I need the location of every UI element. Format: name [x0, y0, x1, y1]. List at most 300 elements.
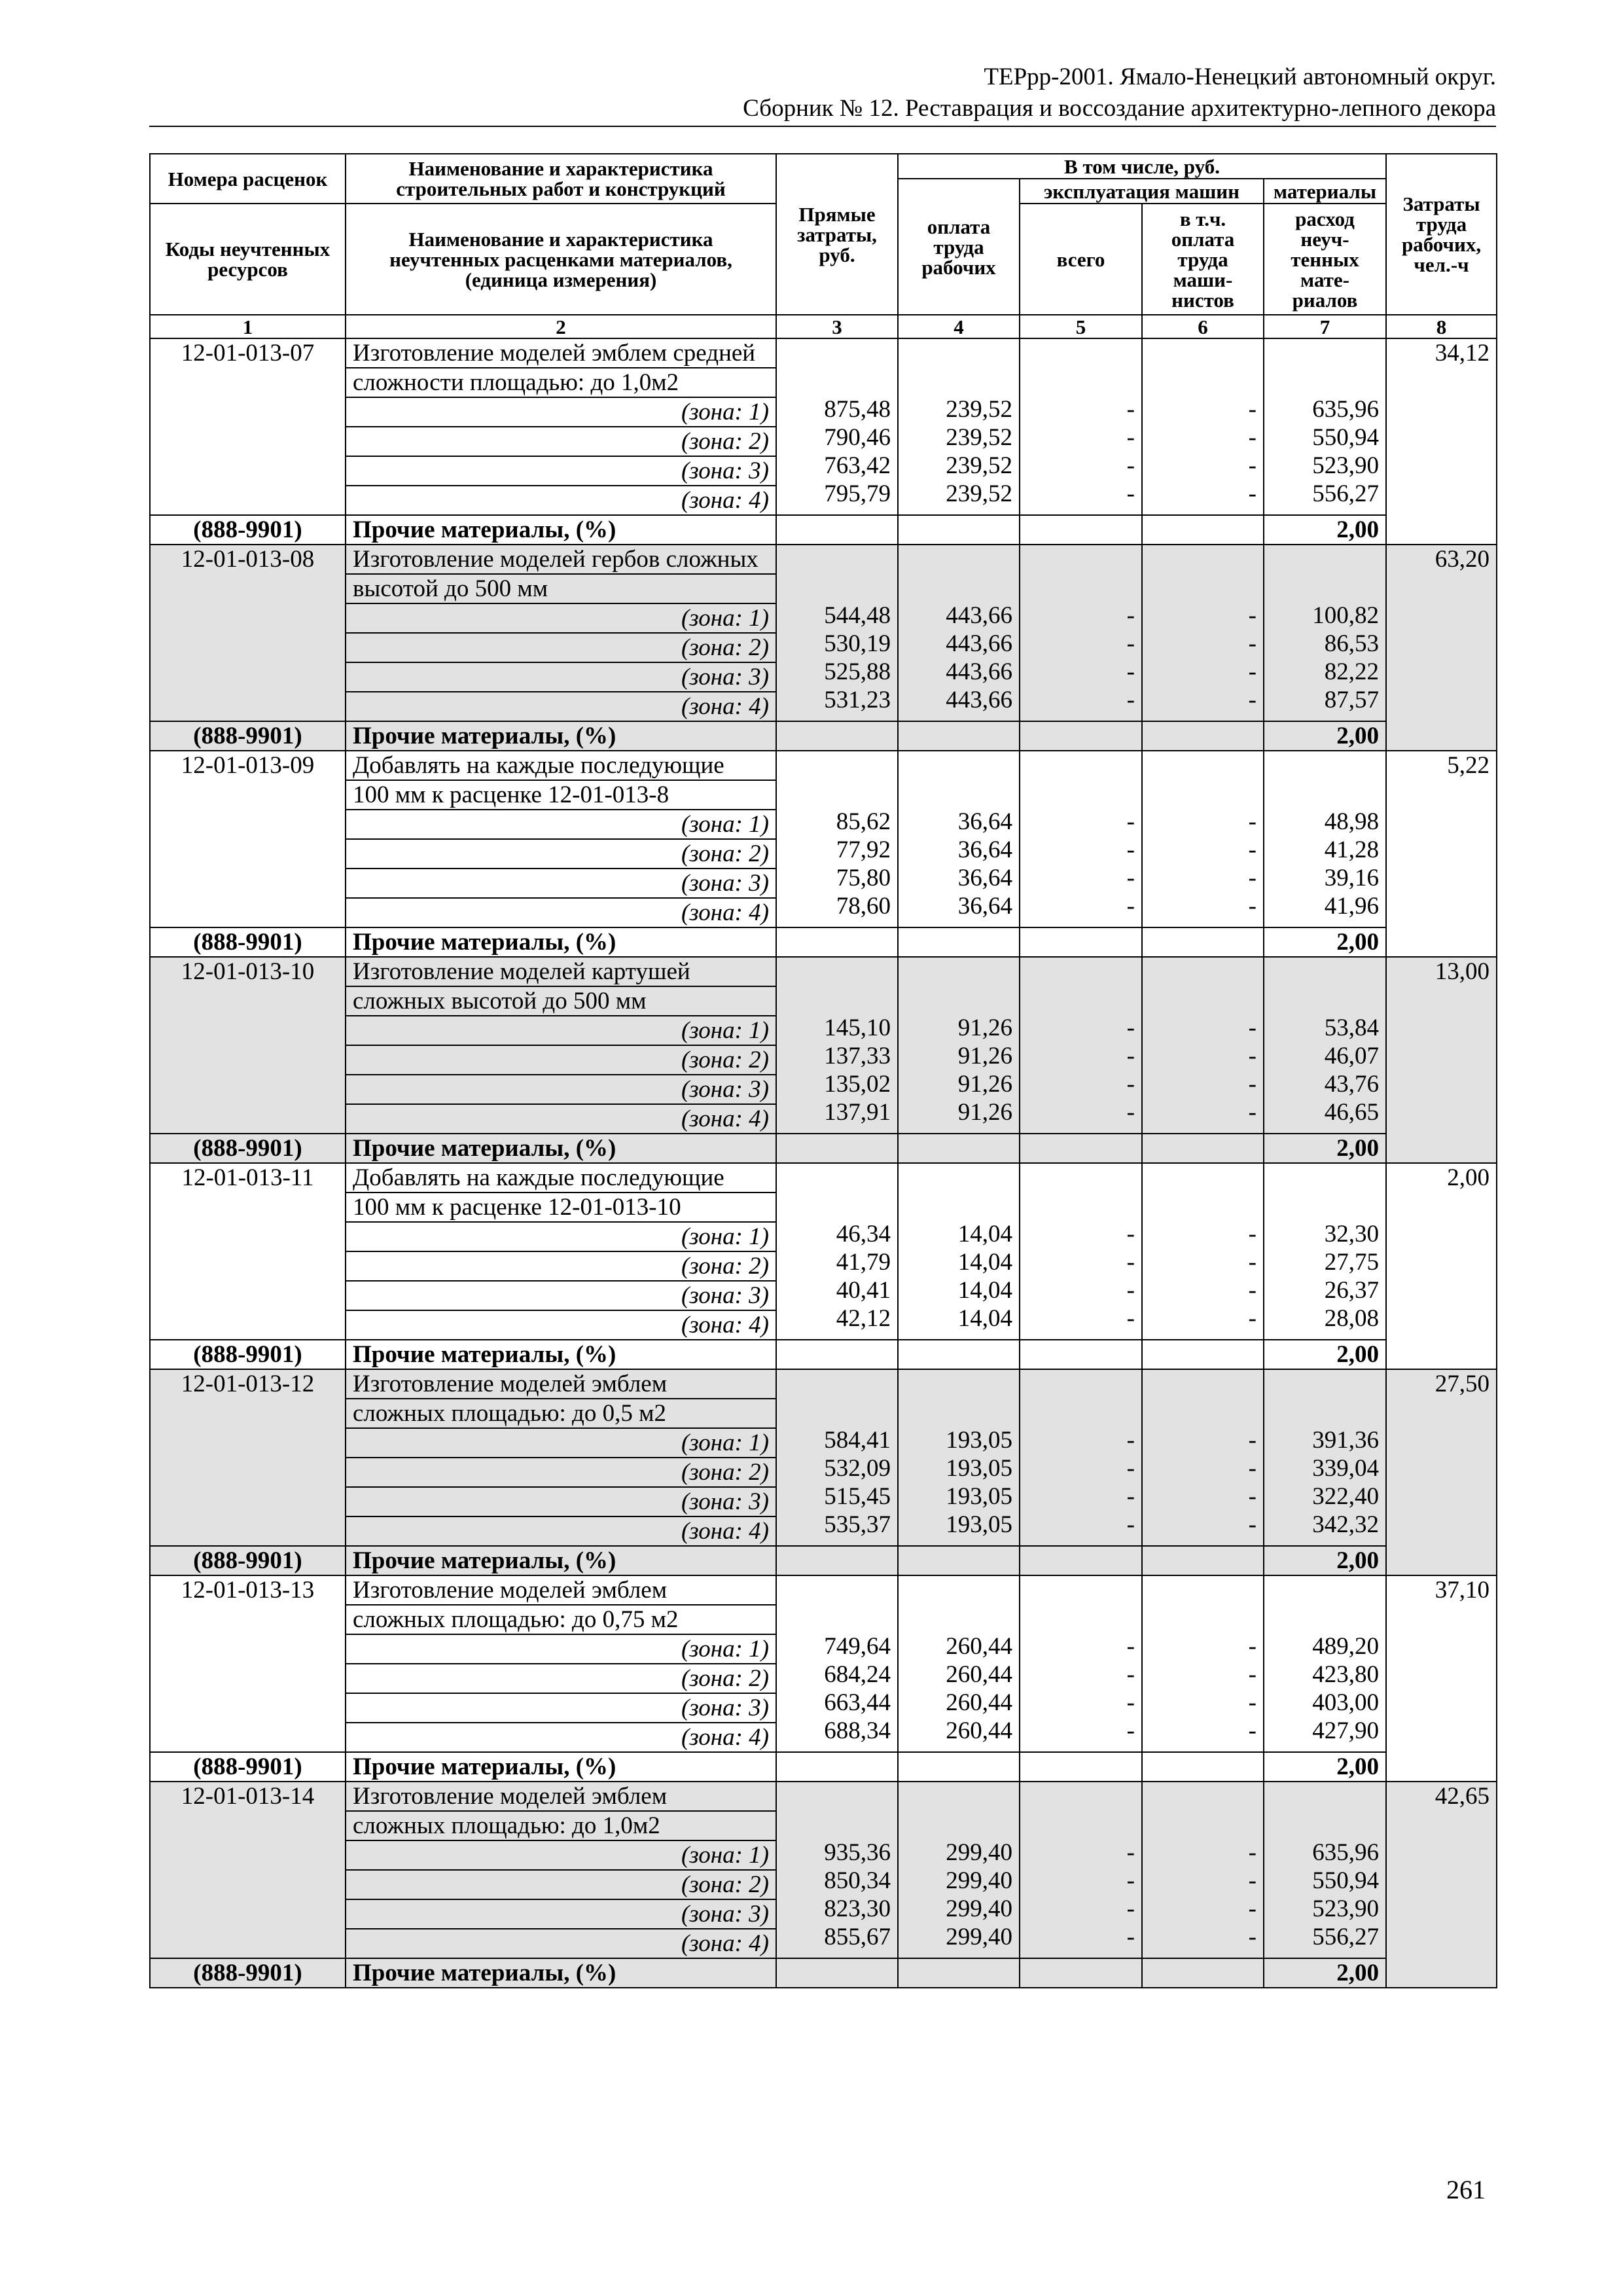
zone-label: (зона: 4)	[346, 486, 776, 515]
resource-row	[150, 1752, 1497, 1782]
zone-value: 935,36	[824, 1839, 891, 1866]
empty-cell	[898, 1958, 1020, 1988]
zone-value: 36,64	[957, 836, 1012, 863]
rate-entry	[150, 338, 1497, 545]
rate-name: Изготовление моделей гербов сложных	[346, 545, 776, 574]
zone-value: 260,44	[946, 1689, 1012, 1716]
resource-value: 2,00	[1264, 1752, 1386, 1782]
machines-header: эксплуатация машин	[1020, 179, 1264, 204]
zone-value: -	[1248, 1014, 1257, 1041]
zone-value: 531,23	[824, 687, 891, 713]
zone-value: 28,08	[1324, 1305, 1380, 1332]
zone-value: 87,57	[1324, 687, 1380, 713]
table-row	[150, 545, 1497, 574]
rate-entry	[150, 1575, 1497, 1782]
zone-value: -	[1126, 1483, 1135, 1510]
header-title-line2: Сборник № 12. Реставрация и воссоздание архитектурно-лепного декора	[743, 95, 1496, 122]
zone-value: -	[1126, 1717, 1135, 1744]
zone-value: 663,44	[824, 1689, 891, 1716]
zone-value: -	[1126, 1305, 1135, 1332]
zone-label: (зона: 4)	[346, 1723, 776, 1752]
zone-values-wages	[898, 1575, 1020, 1752]
zone-value: -	[1248, 1924, 1257, 1950]
empty-cell	[1020, 1134, 1142, 1163]
zone-label: (зона: 3)	[346, 1899, 776, 1929]
zone-label: (зона: 3)	[346, 456, 776, 486]
rate-name: сложных площадью: до 0,75 м2	[346, 1605, 776, 1634]
zone-value: 36,64	[957, 865, 1012, 891]
table-row	[150, 751, 1497, 780]
zone-label: (зона: 2)	[346, 1664, 776, 1693]
rate-code: 12-01-013-12	[150, 1369, 346, 1546]
zone-value: 91,26	[957, 1014, 1012, 1041]
zone-value: 14,04	[957, 1305, 1012, 1332]
zone-values-wages	[898, 1369, 1020, 1546]
resource-code: (888-9901)	[150, 927, 346, 957]
empty-cell	[1020, 927, 1142, 957]
zone-label: (зона: 1)	[346, 603, 776, 633]
zone-label: (зона: 3)	[346, 1487, 776, 1516]
zone-values-wages	[898, 338, 1020, 515]
empty-cell	[1142, 927, 1264, 957]
zone-label: (зона: 1)	[346, 1428, 776, 1458]
zone-label: (зона: 1)	[346, 1840, 776, 1870]
zone-value: 260,44	[946, 1633, 1012, 1660]
zone-value: 193,05	[946, 1455, 1012, 1482]
zone-values-mat	[1264, 957, 1386, 1134]
labor-cost: 13,00	[1386, 957, 1497, 1163]
zone-label: (зона: 3)	[346, 869, 776, 898]
zone-value: 584,41	[824, 1427, 891, 1454]
zone-value: -	[1248, 1043, 1257, 1069]
empty-cell	[1020, 1958, 1142, 1988]
zone-value: 635,96	[1312, 1839, 1380, 1866]
empty-cell	[776, 721, 898, 751]
rate-name: сложных площадью: до 1,0м2	[346, 1811, 776, 1840]
rate-name: Изготовление моделей эмблем средней	[346, 338, 776, 368]
zone-label: (зона: 1)	[346, 397, 776, 427]
zone-value: 137,33	[824, 1043, 891, 1069]
zone-value: -	[1126, 658, 1135, 685]
resource-code: (888-9901)	[150, 1752, 346, 1782]
zone-values-mach_wages	[1142, 1575, 1264, 1752]
zone-value: -	[1126, 1277, 1135, 1304]
resource-value: 2,00	[1264, 1340, 1386, 1369]
resource-name: Прочие материалы, (%)	[346, 927, 776, 957]
zone-label: (зона: 2)	[346, 839, 776, 869]
empty-cell	[776, 1958, 898, 1988]
resource-value: 2,00	[1264, 1134, 1386, 1163]
zone-value: -	[1248, 1661, 1257, 1688]
col-number: 8	[1386, 315, 1497, 338]
zone-value: -	[1248, 893, 1257, 920]
rate-name: Изготовление моделей эмблем	[346, 1369, 776, 1399]
zone-value: -	[1126, 1867, 1135, 1894]
zone-value: -	[1126, 1895, 1135, 1922]
zone-values-mat	[1264, 1163, 1386, 1340]
zone-value: -	[1248, 658, 1257, 685]
resource-row	[150, 927, 1497, 957]
zone-value: -	[1126, 1924, 1135, 1950]
zone-value: 850,34	[824, 1867, 891, 1894]
rate-code: 12-01-013-14	[150, 1782, 346, 1958]
zone-values-direct	[776, 1782, 898, 1958]
zone-value: -	[1248, 1249, 1257, 1276]
empty-cell	[898, 1340, 1020, 1369]
empty-cell	[776, 515, 898, 545]
zone-label: (зона: 4)	[346, 898, 776, 927]
col8-header: Затраты труда рабочих, чел.-ч	[1386, 154, 1497, 315]
zone-values-mach_wages	[1142, 751, 1264, 927]
empty-cell	[776, 927, 898, 957]
zone-value: 299,40	[946, 1867, 1012, 1894]
resource-code: (888-9901)	[150, 1546, 346, 1575]
zone-value: 427,90	[1312, 1717, 1380, 1744]
zone-value: -	[1126, 893, 1135, 920]
zone-values-mach	[1020, 338, 1142, 515]
table-row	[150, 338, 1497, 368]
resource-row	[150, 1340, 1497, 1369]
rate-code: 12-01-013-10	[150, 957, 346, 1134]
zone-value: 525,88	[824, 658, 891, 685]
zone-value: 391,36	[1312, 1427, 1380, 1454]
zone-value: 46,34	[836, 1221, 891, 1247]
rate-name: сложных площадью: до 0,5 м2	[346, 1399, 776, 1428]
labor-cost: 37,10	[1386, 1575, 1497, 1782]
zone-label: (зона: 4)	[346, 1310, 776, 1340]
rate-code: 12-01-013-13	[150, 1575, 346, 1752]
zone-value: -	[1248, 1221, 1257, 1247]
zone-value: 299,40	[946, 1924, 1012, 1950]
rate-name: 100 мм к расценке 12-01-013-10	[346, 1193, 776, 1222]
col1-top-header: Номера расценок	[150, 154, 346, 204]
resource-code: (888-9901)	[150, 1134, 346, 1163]
col2-top-header: Наименование и характеристика строительных работ и конструкций	[346, 154, 776, 204]
zone-value: -	[1126, 1221, 1135, 1247]
zone-label: (зона: 4)	[346, 1929, 776, 1958]
table-row	[150, 1575, 1497, 1605]
zone-value: -	[1248, 1867, 1257, 1894]
zone-value: 523,90	[1312, 1895, 1380, 1922]
zone-value: 239,52	[946, 452, 1012, 479]
resource-code: (888-9901)	[150, 1958, 346, 1988]
zone-value: 423,80	[1312, 1661, 1380, 1688]
zone-value: 550,94	[1312, 424, 1380, 451]
zone-value: 42,12	[836, 1305, 891, 1332]
zone-value: 43,76	[1324, 1071, 1380, 1098]
empty-cell	[1020, 1752, 1142, 1782]
table-row	[150, 957, 1497, 986]
zone-value: 790,46	[824, 424, 891, 451]
zone-value: 27,75	[1324, 1249, 1380, 1276]
resource-value: 2,00	[1264, 927, 1386, 957]
resource-name: Прочие материалы, (%)	[346, 721, 776, 751]
col1-bottom-header: Коды неучтенных ресурсов	[150, 204, 346, 315]
zone-value: 260,44	[946, 1717, 1012, 1744]
zone-value: -	[1126, 602, 1135, 629]
zone-label: (зона: 3)	[346, 1281, 776, 1310]
zone-value: -	[1248, 836, 1257, 863]
zone-value: 855,67	[824, 1924, 891, 1950]
zone-value: 875,48	[824, 396, 891, 423]
zone-value: -	[1248, 480, 1257, 507]
resource-name: Прочие материалы, (%)	[346, 515, 776, 545]
zone-values-direct	[776, 957, 898, 1134]
zone-value: 823,30	[824, 1895, 891, 1922]
zone-values-mach_wages	[1142, 545, 1264, 721]
labor-cost: 42,65	[1386, 1782, 1497, 1988]
zone-value: 48,98	[1324, 808, 1380, 835]
zone-value: 36,64	[957, 808, 1012, 835]
zone-values-mach_wages	[1142, 1369, 1264, 1546]
zone-value: -	[1126, 1689, 1135, 1716]
rate-entry	[150, 1369, 1497, 1575]
zone-value: 443,66	[946, 687, 1012, 713]
rate-name: Добавлять на каждые последующие	[346, 1163, 776, 1193]
resource-row	[150, 515, 1497, 545]
rates-table	[149, 153, 1497, 1988]
zone-value: -	[1126, 1633, 1135, 1660]
zone-value: 532,09	[824, 1455, 891, 1482]
col-number: 4	[898, 315, 1020, 338]
empty-cell	[898, 515, 1020, 545]
header-rule	[149, 126, 1496, 127]
zone-value: -	[1126, 808, 1135, 835]
zone-value: 299,40	[946, 1839, 1012, 1866]
resource-row	[150, 1546, 1497, 1575]
zone-value: 403,00	[1312, 1689, 1380, 1716]
zone-value: 544,48	[824, 602, 891, 629]
empty-cell	[776, 1340, 898, 1369]
resource-code: (888-9901)	[150, 721, 346, 751]
zone-values-wages	[898, 751, 1020, 927]
rate-entry	[150, 751, 1497, 957]
col5-header: всего	[1020, 204, 1142, 315]
empty-cell	[898, 1546, 1020, 1575]
zone-value: -	[1248, 1455, 1257, 1482]
zone-values-mat	[1264, 1782, 1386, 1958]
zone-value: 795,79	[824, 480, 891, 507]
zone-value: -	[1126, 687, 1135, 713]
zone-label: (зона: 4)	[346, 1104, 776, 1134]
rate-entry	[150, 1782, 1497, 1988]
zone-value: -	[1248, 1839, 1257, 1866]
resource-value: 2,00	[1264, 1958, 1386, 1988]
resource-value: 2,00	[1264, 515, 1386, 545]
zone-value: -	[1248, 1071, 1257, 1098]
rate-name: Добавлять на каждые последующие	[346, 751, 776, 780]
zone-values-wages	[898, 1782, 1020, 1958]
zone-value: 523,90	[1312, 452, 1380, 479]
zone-value: -	[1248, 1305, 1257, 1332]
rate-entry	[150, 545, 1497, 751]
rate-code: 12-01-013-09	[150, 751, 346, 927]
zone-value: 763,42	[824, 452, 891, 479]
zone-values-wages	[898, 545, 1020, 721]
rate-name: сложности площадью: до 1,0м2	[346, 368, 776, 397]
empty-cell	[1142, 721, 1264, 751]
zone-values-mach	[1020, 957, 1142, 1134]
zone-value: -	[1126, 480, 1135, 507]
zone-label: (зона: 2)	[346, 1251, 776, 1281]
zone-value: 443,66	[946, 630, 1012, 657]
zone-values-wages	[898, 957, 1020, 1134]
zone-label: (зона: 1)	[346, 1016, 776, 1045]
zone-value: -	[1126, 424, 1135, 451]
zone-value: 46,07	[1324, 1043, 1380, 1069]
zone-value: -	[1126, 1455, 1135, 1482]
zone-value: -	[1126, 452, 1135, 479]
rate-name: высотой до 500 мм	[346, 574, 776, 603]
zone-values-wages	[898, 1163, 1020, 1340]
zone-value: -	[1126, 1043, 1135, 1069]
zone-value: -	[1248, 1099, 1257, 1126]
zone-value: -	[1248, 630, 1257, 657]
empty-cell	[1142, 1340, 1264, 1369]
zone-label: (зона: 1)	[346, 1634, 776, 1664]
col-number: 2	[346, 315, 776, 338]
resource-name: Прочие материалы, (%)	[346, 1752, 776, 1782]
col6-header: в т.ч. оплата труда маши-нистов	[1142, 204, 1264, 315]
zone-value: -	[1248, 1717, 1257, 1744]
zone-value: 530,19	[824, 630, 891, 657]
zone-values-direct	[776, 1369, 898, 1546]
header-title-line1: ТЕРрр-2001. Ямало-Ненецкий автономный округ.	[984, 63, 1496, 90]
empty-cell	[1142, 515, 1264, 545]
zone-value: 635,96	[1312, 396, 1380, 423]
rate-name: 100 мм к расценке 12-01-013-8	[346, 780, 776, 810]
empty-cell	[1020, 1340, 1142, 1369]
zone-values-mat	[1264, 545, 1386, 721]
zone-value: 193,05	[946, 1511, 1012, 1538]
zone-value: -	[1126, 1249, 1135, 1276]
zone-values-mach	[1020, 1575, 1142, 1752]
col7-header: расход неуч-тенных мате-риалов	[1264, 204, 1386, 315]
zone-value: -	[1126, 1099, 1135, 1126]
zone-value: -	[1248, 424, 1257, 451]
zone-value: -	[1248, 602, 1257, 629]
zone-value: 193,05	[946, 1427, 1012, 1454]
zone-label: (зона: 4)	[346, 692, 776, 721]
table-row	[150, 1369, 1497, 1399]
zone-value: 322,40	[1312, 1483, 1380, 1510]
materials-header: материалы	[1264, 179, 1386, 204]
zone-value: -	[1248, 452, 1257, 479]
resource-name: Прочие материалы, (%)	[346, 1340, 776, 1369]
page-number: 261	[1446, 2175, 1486, 2204]
zone-value: 82,22	[1324, 658, 1380, 685]
table-row	[150, 1163, 1497, 1193]
zone-value: 41,79	[836, 1249, 891, 1276]
zone-value: -	[1248, 1277, 1257, 1304]
zone-value: 342,32	[1312, 1511, 1380, 1538]
zone-value: -	[1248, 1511, 1257, 1538]
table-row	[150, 1782, 1497, 1811]
resource-name: Прочие материалы, (%)	[346, 1134, 776, 1163]
zone-values-mach_wages	[1142, 1163, 1264, 1340]
zone-value: 749,64	[824, 1633, 891, 1660]
col-number: 5	[1020, 315, 1142, 338]
zone-value: -	[1248, 808, 1257, 835]
zone-value: -	[1126, 630, 1135, 657]
zone-value: 100,82	[1312, 602, 1380, 629]
zone-label: (зона: 2)	[346, 1458, 776, 1487]
zone-value: 14,04	[957, 1277, 1012, 1304]
zone-value: 239,52	[946, 480, 1012, 507]
zone-value: 556,27	[1312, 1924, 1380, 1950]
zone-value: -	[1248, 687, 1257, 713]
zone-value: 91,26	[957, 1043, 1012, 1069]
zone-label: (зона: 1)	[346, 1222, 776, 1251]
zone-value: -	[1126, 1661, 1135, 1688]
empty-cell	[898, 1752, 1020, 1782]
zone-value: 339,04	[1312, 1455, 1380, 1482]
empty-cell	[898, 927, 1020, 957]
col-number: 6	[1142, 315, 1264, 338]
zone-values-mach	[1020, 751, 1142, 927]
zone-value: 39,16	[1324, 865, 1380, 891]
zone-values-direct	[776, 338, 898, 515]
resource-code: (888-9901)	[150, 1340, 346, 1369]
zone-values-direct	[776, 751, 898, 927]
empty-cell	[1020, 721, 1142, 751]
zone-value: 137,91	[824, 1099, 891, 1126]
empty-cell	[1142, 1134, 1264, 1163]
zone-values-direct	[776, 545, 898, 721]
rate-name: Изготовление моделей эмблем	[346, 1782, 776, 1811]
zone-value: -	[1248, 865, 1257, 891]
column-numbers-row	[150, 315, 1497, 338]
zone-label: (зона: 2)	[346, 1870, 776, 1899]
col-number: 1	[150, 315, 346, 338]
zone-value: 77,92	[836, 836, 891, 863]
labor-cost: 27,50	[1386, 1369, 1497, 1575]
zone-value: -	[1248, 1427, 1257, 1454]
empty-cell	[898, 1134, 1020, 1163]
zone-value: 78,60	[836, 893, 891, 920]
zone-value: -	[1248, 396, 1257, 423]
zone-value: 46,65	[1324, 1099, 1380, 1126]
zone-value: -	[1248, 1483, 1257, 1510]
resource-row	[150, 721, 1497, 751]
resource-name: Прочие материалы, (%)	[346, 1546, 776, 1575]
resource-row	[150, 1958, 1497, 1988]
rate-code: 12-01-013-07	[150, 338, 346, 515]
zone-value: 135,02	[824, 1071, 891, 1098]
zone-value: 443,66	[946, 602, 1012, 629]
resource-value: 2,00	[1264, 1546, 1386, 1575]
zone-value: 193,05	[946, 1483, 1012, 1510]
zone-value: 688,34	[824, 1717, 891, 1744]
resource-row	[150, 1134, 1497, 1163]
zone-value: 684,24	[824, 1661, 891, 1688]
zone-label: (зона: 4)	[346, 1516, 776, 1546]
zone-values-mach_wages	[1142, 957, 1264, 1134]
empty-cell	[1020, 515, 1142, 545]
zone-value: 260,44	[946, 1661, 1012, 1688]
zone-value: 239,52	[946, 424, 1012, 451]
empty-cell	[1020, 1546, 1142, 1575]
zone-value: 85,62	[836, 808, 891, 835]
col-number: 3	[776, 315, 898, 338]
zone-value: 32,30	[1324, 1221, 1380, 1247]
rate-entry	[150, 1163, 1497, 1369]
zone-value: 40,41	[836, 1277, 891, 1304]
zone-value: 535,37	[824, 1511, 891, 1538]
zone-label: (зона: 3)	[346, 1693, 776, 1723]
zone-values-mat	[1264, 1369, 1386, 1546]
zone-label: (зона: 2)	[346, 427, 776, 456]
